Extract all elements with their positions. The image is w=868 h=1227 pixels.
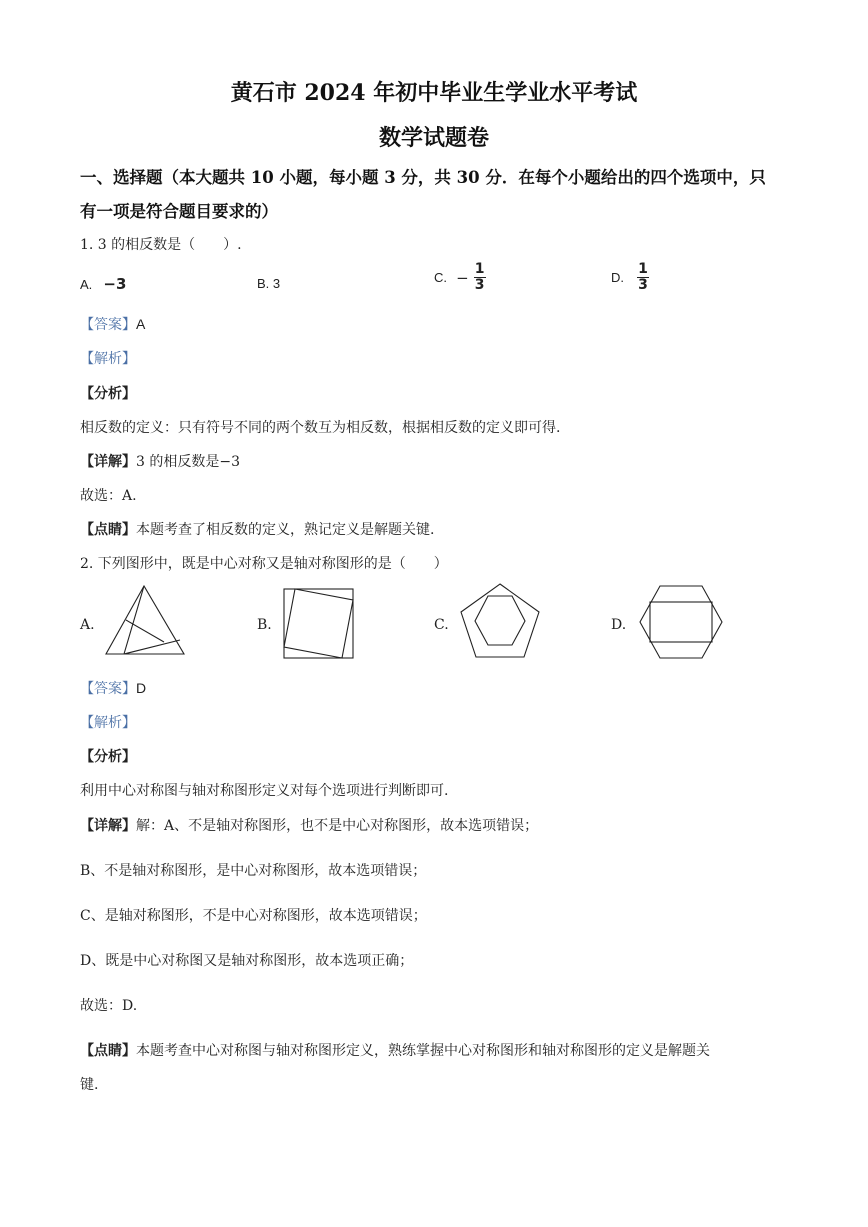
q1-detail-tag: 【详解】 — [80, 454, 136, 470]
q1-option-b: B. 3 — [257, 276, 281, 291]
q2-figure-d-hexagon-square-icon — [638, 584, 724, 660]
q2-fenxi-text: 利用中心对称图与轴对称图形定义对每个选项进行判断即可. — [80, 783, 449, 799]
exam-title: 黄石市 2024 年初中毕业生学业水平考试 — [230, 80, 638, 106]
q1-analysis-tag: 【解析】 — [80, 351, 136, 367]
q2-note-text1: 本题考查中心对称图与轴对称图形定义，熟练掌握中心对称图形和轴对称图形的定义是解题关 — [136, 1043, 710, 1059]
q2-note — [80, 1040, 710, 1060]
q2-figure-b-square-icon — [283, 588, 355, 660]
q2-option-d-label: D. — [611, 617, 627, 633]
q1-option-a-value: −3 — [103, 275, 127, 293]
q1-detail-text: 3 的相反数是−3 — [136, 454, 240, 470]
q1-fenxi-text: 相反数的定义：只有符号不同的两个数互为相反数，根据相反数的定义即可得. — [80, 420, 561, 436]
q1-stem: 1. 3 的相反数是（ ）. — [80, 237, 242, 253]
q1-answer-tag: 【答案】 — [80, 317, 136, 333]
section-heading-line1: 一、选择题（本大题共 10 小题，每小题 3 分，共 30 分．在每个小题给出的四个选项中，只 — [80, 168, 766, 187]
q1-note — [80, 519, 434, 539]
q2-detail-tag: 【详解】 — [80, 818, 136, 834]
q1-option-d-label: D. — [611, 270, 624, 285]
q1-option-d — [611, 262, 649, 293]
q1-fenxi-tag: 【分析】 — [80, 386, 136, 402]
q2-answer — [80, 678, 146, 698]
q2-option-a-label: A. — [80, 617, 95, 633]
q2-line-b: B、不是轴对称图形，是中心对称图形，故本选项错误； — [80, 863, 427, 879]
q1-option-a — [80, 274, 126, 293]
q1-option-c-numerator: 1 — [474, 261, 485, 277]
q1-option-d-denominator: 3 — [638, 277, 648, 293]
q1-option-a-label: A. — [80, 277, 93, 292]
q1-option-c — [434, 262, 486, 293]
q2-choose: 故选：D. — [80, 998, 138, 1014]
q2-detail-text: 解：A、不是轴对称图形，也不是中心对称图形，故本选项错误； — [136, 818, 539, 834]
q1-answer — [80, 314, 145, 334]
exam-subtitle: 数学试题卷 — [378, 125, 489, 151]
q1-choose: 故选：A. — [80, 488, 137, 504]
q2-line-d: D、既是中心对称图又是轴对称图形，故本选项正确； — [80, 953, 414, 969]
q1-option-c-fraction — [474, 262, 486, 293]
q1-detail — [80, 451, 240, 471]
q2-figure-c-pentagon-hexagon-icon — [459, 583, 541, 659]
q2-answer-tag: 【答案】 — [80, 681, 136, 697]
q2-stem: 2. 下列图形中，既是中心对称又是轴对称图形的是（ ） — [80, 556, 448, 572]
q2-note-text2: 键. — [80, 1077, 99, 1093]
q2-analysis-tag: 【解析】 — [80, 715, 136, 731]
q1-option-c-label: C. — [434, 270, 447, 285]
q1-option-c-denominator: 3 — [474, 277, 485, 293]
q1-option-c-sign: − — [456, 268, 469, 287]
q2-figure-a-triangle-icon — [104, 584, 186, 658]
q1-note-text: 本题考查了相反数的定义，熟记定义是解题关键. — [136, 522, 435, 538]
q2-option-c-label: C. — [434, 617, 449, 633]
q2-detail — [80, 815, 538, 835]
section-heading-line2: 有一项是符合题目要求的） — [80, 202, 278, 221]
q1-option-d-fraction — [637, 262, 649, 293]
q1-note-tag: 【点睛】 — [80, 522, 136, 538]
q2-note-tag: 【点睛】 — [80, 1043, 136, 1059]
q2-line-c: C、是轴对称图形，不是中心对称图形，故本选项错误； — [80, 908, 427, 924]
q2-option-b-label: B. — [257, 617, 272, 633]
q1-answer-value: A — [136, 316, 146, 332]
q1-option-d-numerator: 1 — [638, 261, 648, 277]
q2-answer-value: D — [136, 680, 147, 696]
q2-fenxi-tag: 【分析】 — [80, 749, 136, 765]
